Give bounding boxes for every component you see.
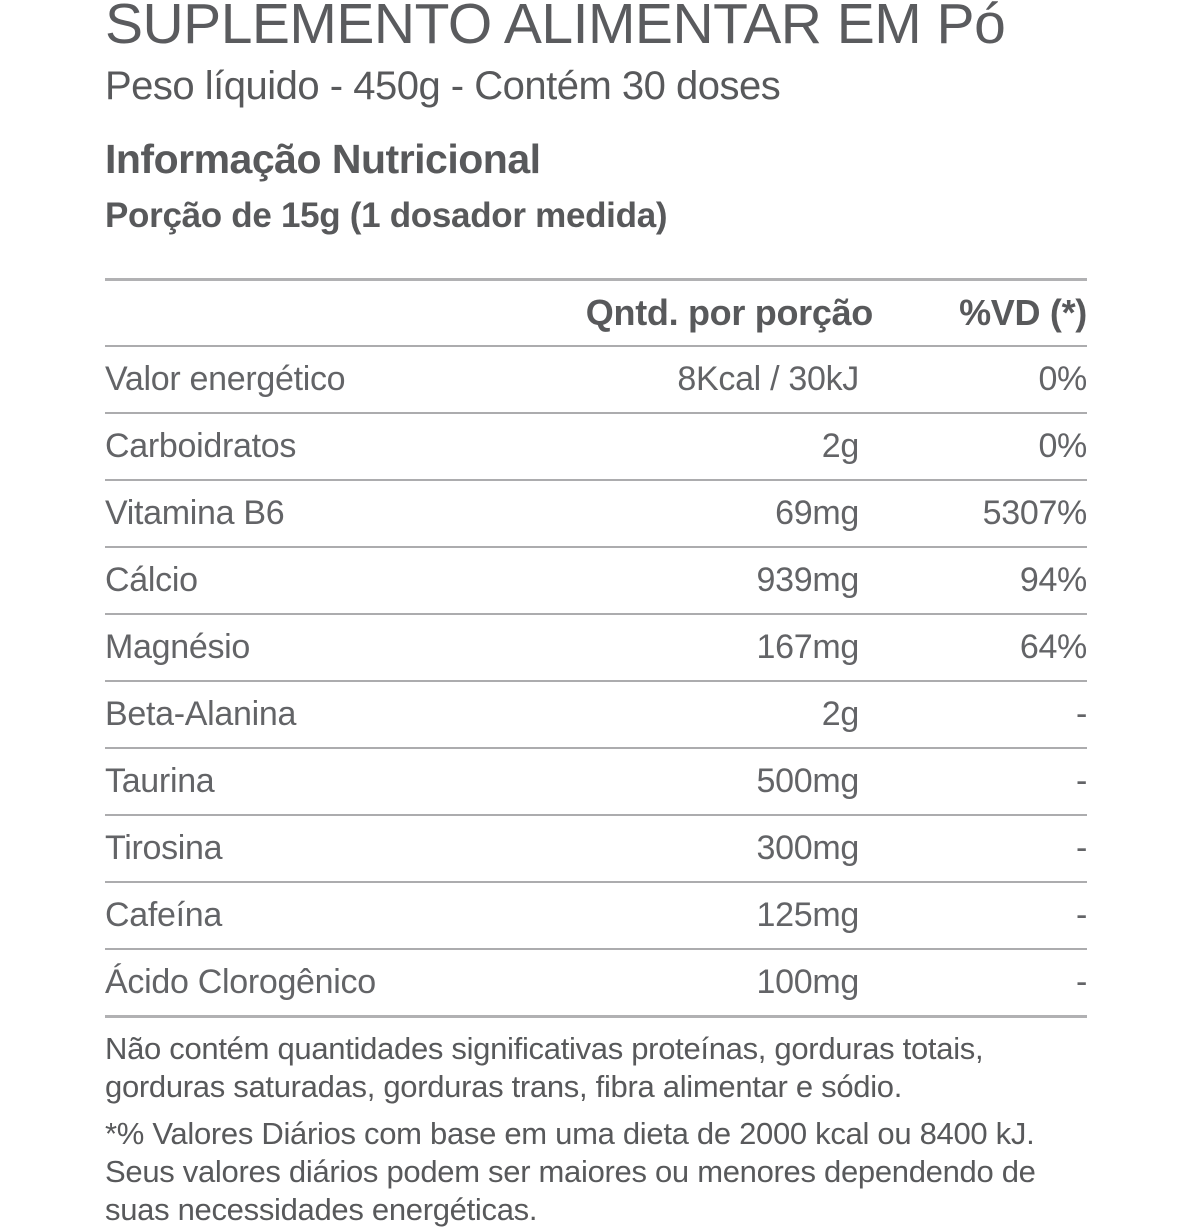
nutrient-name: Vitamina B6 [105,494,285,532]
nutrient-name: Valor energético [105,360,346,398]
nutrient-dv: 94% [1019,561,1087,599]
nutrient-dv: 0% [1038,427,1087,465]
table-row [105,682,1087,749]
table-row [105,414,1087,481]
table-row [105,950,1087,1015]
table-row [105,816,1087,883]
nutrient-dv: - [1075,695,1087,733]
nutrient-qty: 939mg [756,561,859,599]
nutrient-name: Magnésio [105,628,251,666]
header-qty-per-serving: Qntd. por porção [585,292,873,333]
nutrient-name: Taurina [105,762,215,800]
product-type-title: SUPLEMENTO ALIMENTAR EM Pó [105,0,1006,56]
nutrition-info-heading: Informação Nutricional [105,136,541,182]
nutrient-dv: 5307% [982,494,1087,532]
nutrient-name: Beta-Alanina [105,695,297,733]
nutrient-qty: 167mg [756,628,859,666]
nutrient-dv: - [1075,762,1087,800]
nutrient-qty: 69mg [775,494,859,532]
net-weight-subtitle: Peso líquido - 450g - Contém 30 doses [105,64,781,108]
nutrient-qty: 2g [821,427,859,465]
nutrient-dv: - [1075,896,1087,934]
nutrient-qty: 300mg [756,829,859,867]
nutrient-dv: 0% [1038,360,1087,398]
nutrient-qty: 2g [821,695,859,733]
table-row [105,481,1087,548]
table-row [105,749,1087,816]
header-daily-value: %VD (*) [959,292,1087,333]
table-header-row [105,281,1087,347]
nutrient-qty: 8Kcal / 30kJ [677,360,859,398]
nutrient-name: Cálcio [105,561,198,599]
nutrient-qty: 125mg [756,896,859,934]
footnote-line: gorduras saturadas, gorduras trans, fibra alimentar e sódio. [105,1069,903,1104]
nutrient-qty: 100mg [756,963,859,1001]
table-row [105,347,1087,414]
footnote-line: Seus valores diários podem ser maiores ou menores dependendo de [105,1154,1036,1189]
table-row [105,548,1087,615]
nutrient-dv: 64% [1019,628,1087,666]
nutrient-dv: - [1075,829,1087,867]
nutrient-dv: - [1075,963,1087,1001]
table-row [105,615,1087,682]
nutrient-name: Ácido Clorogênico [105,963,376,1001]
footnote-line: *% Valores Diários com base em uma dieta de 2000 kcal ou 8400 kJ. [105,1116,1035,1151]
nutrient-name: Carboidratos [105,427,297,465]
footnote-no-significant-amounts [105,1030,1087,1106]
nutrient-qty: 500mg [756,762,859,800]
footnote-line: suas necessidades energéticas. [105,1192,538,1227]
footnote-line: Não contém quantidades significativas proteínas, gorduras totais, [105,1031,984,1066]
serving-size-line: Porção de 15g (1 dosador medida) [105,196,668,235]
nutrient-name: Cafeína [105,896,222,934]
nutrition-table [105,278,1087,1018]
nutrient-name: Tirosina [105,829,223,867]
footnote-daily-values [105,1115,1087,1229]
table-row [105,883,1087,950]
